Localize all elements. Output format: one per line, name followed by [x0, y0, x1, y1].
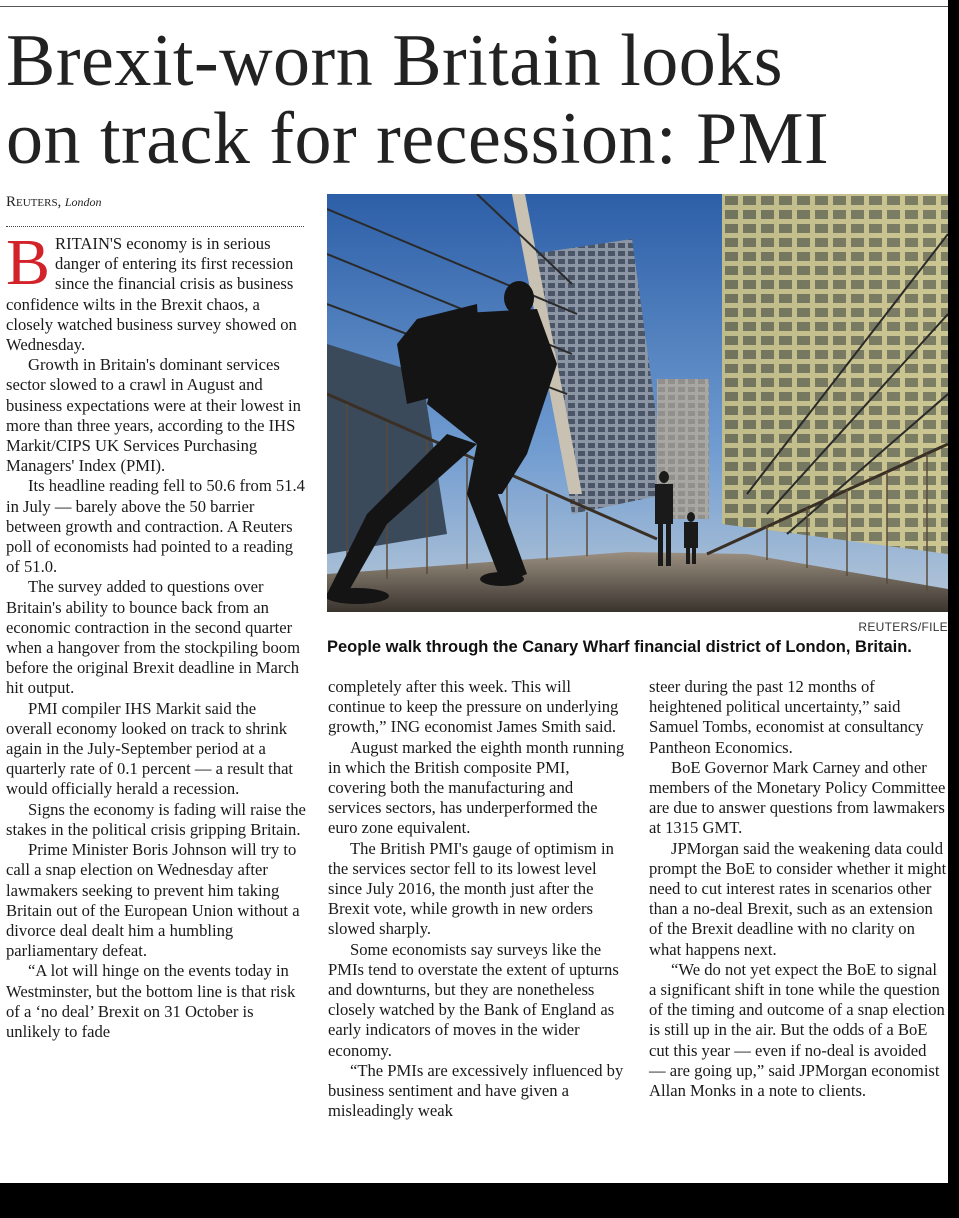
article-paragraph: “The PMIs are excessively influenced by business sentiment and have given a misleadingly weak — [328, 1060, 624, 1121]
article-photo — [327, 194, 948, 612]
headline-line-2: on track for recession: PMI — [6, 98, 830, 180]
article-paragraph: “A lot will hinge on the events today in Westminster, but the bottom line is that risk of a ‘no deal’ Brexit on 31 October is unlikely to fade — [6, 961, 296, 1041]
byline — [6, 194, 304, 211]
article-paragraph: PMI compiler IHS Markit said the overall economy looked on track to shrink again in the July-September period at a quarterly rate of 0.1 percent — a result that would officially herald a recession. — [6, 698, 294, 799]
article-paragraph: Its headline reading fell to 50.6 from 51.4 in July — barely above the 50 barrier between growth and contraction. A Reuters poll of economists had pointed to a reading of 51.0. — [6, 476, 305, 577]
byline-location: London — [64, 195, 102, 209]
headline-line-1: Brexit-worn Britain looks — [6, 20, 784, 102]
article-paragraph: Growth in Britain's dominant services sector slowed to a crawl in August and business expectations were at their lowest in more than three years, according to the IHS Markit/CIPS UK Services Purchasing Managers' Index (PMI). — [6, 355, 301, 476]
article-column-3 — [649, 677, 947, 1101]
article-paragraph: August marked the eighth month running in which the British composite PMI, covering both the manufacturing and services sectors, has underperformed the euro zone equivalent. — [328, 737, 625, 838]
article-paragraph: Signs the economy is fading will raise the stakes in the political crisis gripping Britain. — [6, 799, 306, 839]
paragraph-text: RITAIN'S economy is in serious danger of entering its first recession since the financial crisis as business confidence wilts in the Brexit chaos, a closely watched business survey showed on Wednesday. — [6, 234, 297, 355]
article-paragraph: completely after this week. This will continue to keep the pressure on underlying growth,” ING economist James Smith said. — [328, 677, 619, 737]
drop-cap: B — [6, 226, 51, 299]
article-paragraph: Prime Minister Boris Johnson will try to call a snap election on Wednesday after lawmakers seeking to prevent him taking Britain out of the European Union without a divorce deal dealt him a humbling parliamentary defeat. — [6, 840, 300, 961]
article-paragraph: BoE Governor Mark Carney and other members of the Monetary Policy Committee are due to answer questions from lawmakers at 1315 GMT. — [649, 757, 946, 838]
article-paragraph: Some economists say surveys like the PMIs tend to overstate the extent of upturns and downturns, but they are nonetheless closely watched by the Bank of England as early indicators of moves in the wider economy. — [328, 939, 619, 1060]
article-paragraph: The survey added to questions over Britain's ability to bounce back from an economic contraction in the second quarter when a hangover from the stockpiling boom before the original Brexit deadline in March hit output. — [6, 577, 301, 698]
byline-divider — [6, 226, 304, 227]
headline — [6, 22, 948, 178]
article-column-1 — [6, 226, 306, 1042]
byline-agency: Reuters, — [6, 194, 62, 210]
photo-caption: People walk through the Canary Wharf financial district of London, Britain. — [327, 638, 912, 656]
article-paragraph: JPMorgan said the weakening data could prompt the BoE to consider whether it might need to cut interest rates in scenarios other than a no-deal Brexit, such as an extension of the Brexit deadline with no clarity on what happens next. — [649, 838, 947, 959]
article-paragraph: “We do not yet expect the BoE to signal a significant shift in tone while the question of the timing and outcome of a snap election is still up in the air. But the odds of a BoE cut this year — even if no-deal is avoided — are going up,” said JPMorgan economist Allan Monks in a note to clients. — [649, 959, 945, 1101]
article-paragraph: The British PMI's gauge of optimism in the services sector fell to its lowest level since July 2016, the month just after the Brexit vote, while growth in new orders slowed sharply. — [328, 838, 614, 939]
article-column-2 — [328, 677, 628, 1121]
article-paragraph — [6, 226, 306, 355]
photo-credit: REUTERS/FILE — [858, 620, 948, 634]
article-paragraph: steer during the past 12 months of heightened political uncertainty,” said Samuel Tombs, economist at consultancy Pantheon Economics. — [649, 677, 924, 757]
canary-wharf-photo — [327, 194, 948, 612]
top-rule — [0, 6, 948, 7]
